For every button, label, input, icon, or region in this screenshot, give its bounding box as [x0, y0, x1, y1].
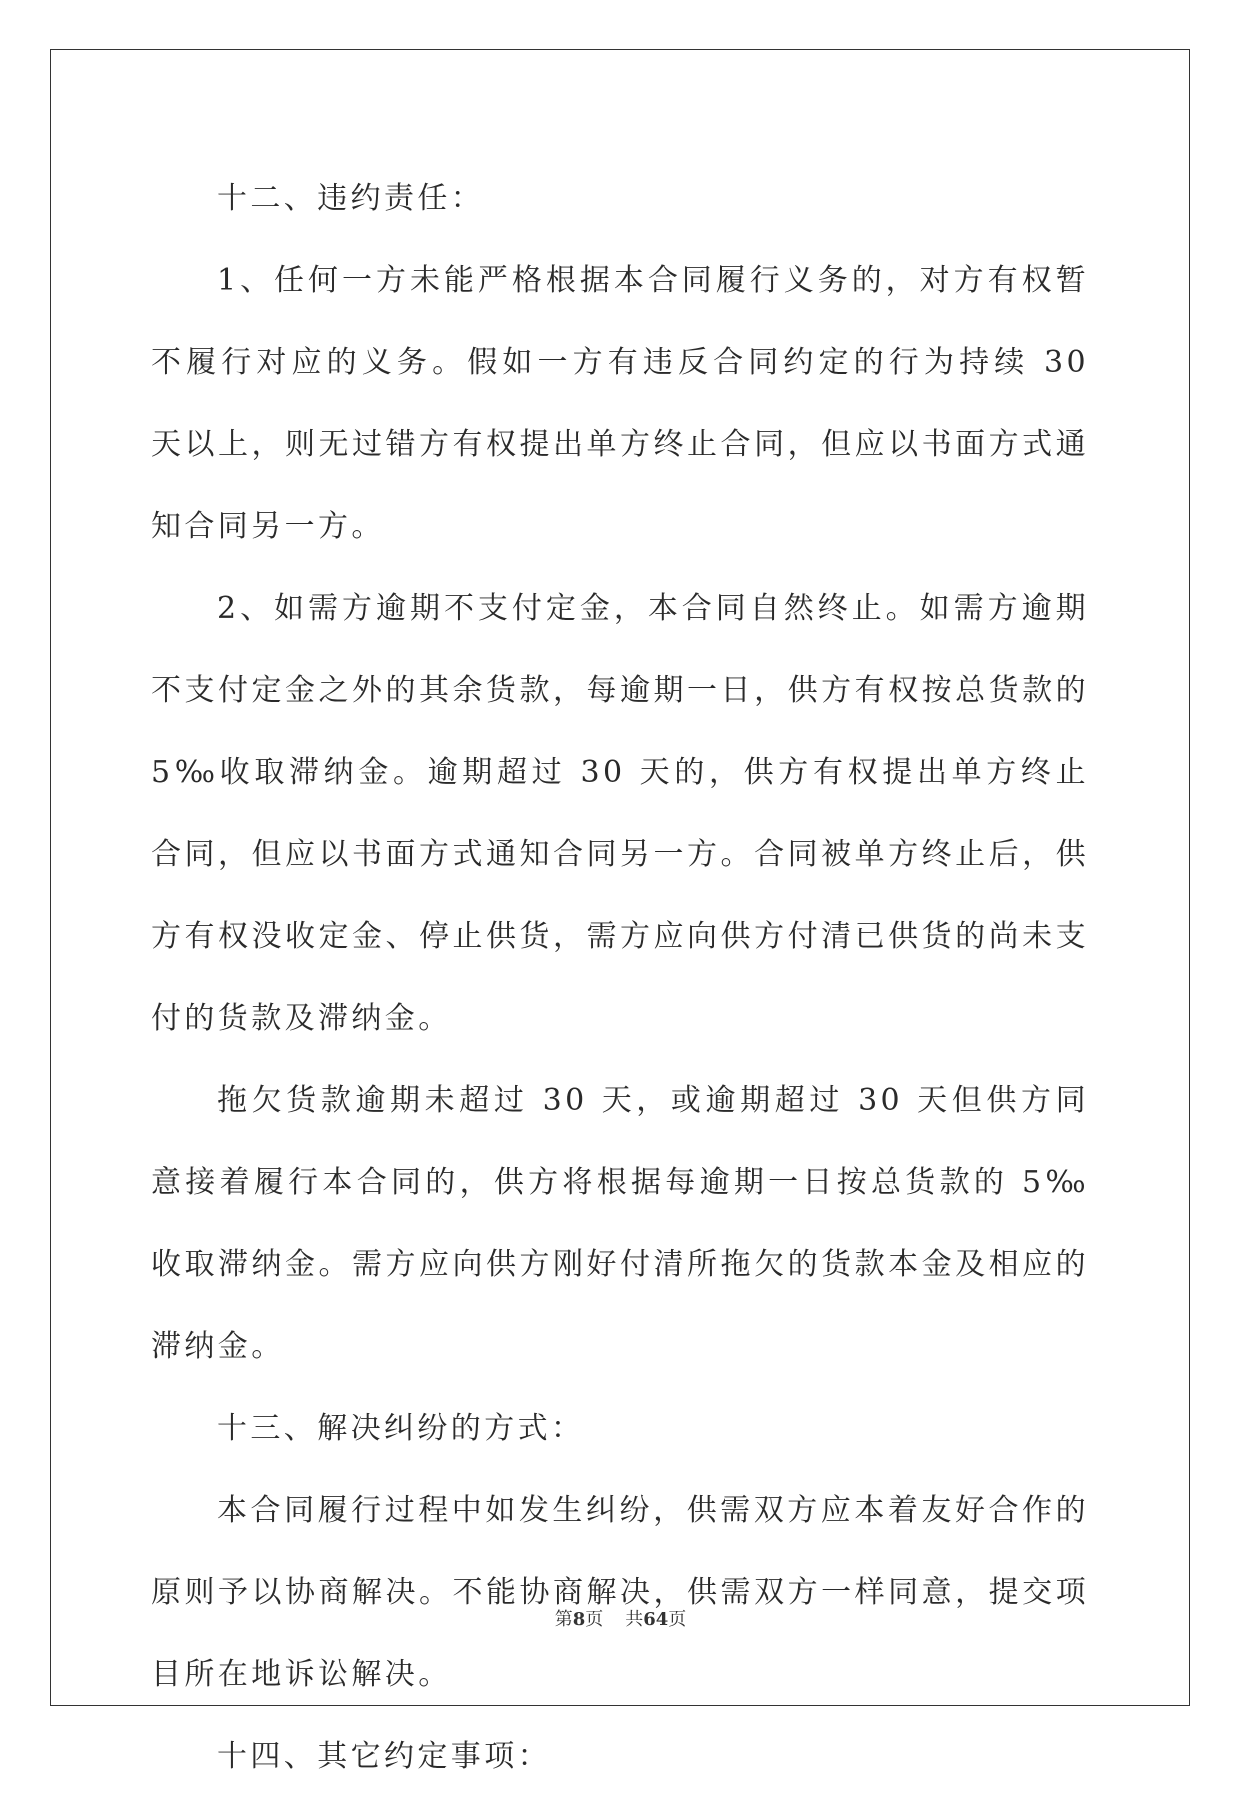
- document-body: [151, 158, 1089, 1798]
- section-14-heading: 十四、其它约定事项：: [217, 1739, 551, 1774]
- section-12-heading: 十二、违约责任：: [217, 181, 485, 216]
- section-13-heading: 十三、解决纠纷的方式：: [217, 1411, 585, 1446]
- page-prefix: 第: [554, 1609, 573, 1630]
- page-current: 8: [572, 1609, 586, 1630]
- dispute-resolution-paragraph: 本合同履行过程中如发生纠纷，供需双方应本着友好合作的原则予以协商解决。不能协商解决，供需双方一样同意，提交项目所在地诉讼解决。: [151, 1493, 1089, 1692]
- clause-1-paragraph: 1、任何一方未能严格根据本合同履行义务的，对方有权暂不履行对应的义务。假如一方有违反合同约定的行为持续 30 天以上，则无过错方有权提出单方终止合同，但应以书面方式通知合同另一方。: [151, 263, 1089, 544]
- page-suffix: 页: [585, 1609, 604, 1630]
- total-prefix: 共: [625, 1609, 644, 1630]
- page-total: 64: [643, 1609, 669, 1630]
- page-footer: [0, 1605, 1241, 1631]
- overdue-payment-paragraph: 拖欠货款逾期未超过 30 天，或逾期超过 30 天但供方同意接着履行本合同的，供方将根据每逾期一日按总货款的 5‰收取滞纳金。需方应向供方刚好付清所拖欠的货款本金及相应的滞纳金。: [151, 1083, 1089, 1364]
- clause-2-paragraph: 2、如需方逾期不支付定金，本合同自然终止。如需方逾期不支付定金之外的其余货款，每逾期一日，供方有权按总货款的 5‰收取滞纳金。逾期超过 30 天的，供方有权提出单方终止合同，但应以书面方式通知合同另一方。合同被单方终止后，供方有权没收定金、停止供货，需方应向供方付清已供货的尚未支付的货款及滞纳金。: [151, 591, 1089, 1036]
- total-suffix: 页: [668, 1609, 687, 1630]
